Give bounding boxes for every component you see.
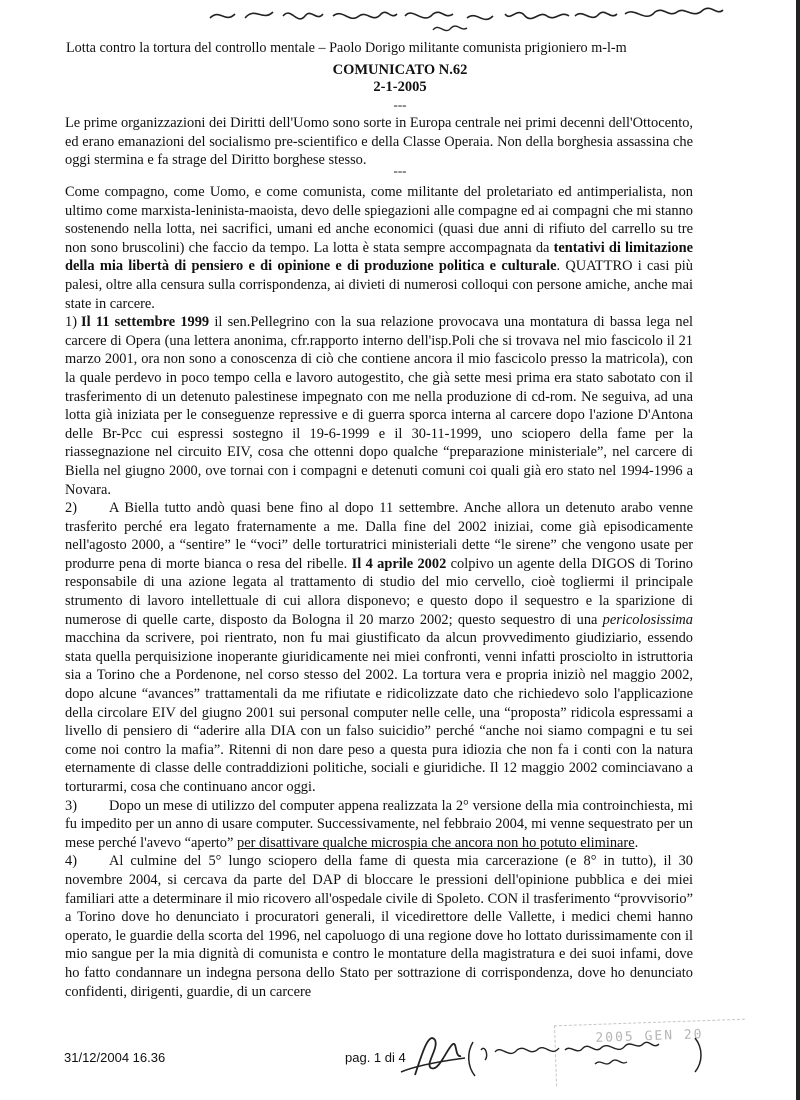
- item-3: [65, 797, 693, 853]
- item-number: 3): [65, 797, 77, 814]
- footer-datetime: 31/12/2004 16.36: [64, 1050, 166, 1065]
- item-number: 1): [65, 314, 77, 331]
- intro-text: Le prime organizzazioni dei Diritti dell'Uomo sono sorte in Europa centrale nei primi decenni dell'Ottocento, ed erano emanazioni del socialismo pre-scientifico e della Classe Operaia. Non della borghesia assassina che oggi stermina e fa strage del Diritto borghese stesso.: [65, 115, 693, 169]
- item-underlined: per disattivare qualche microspia che ancora non ho potuto eliminare: [237, 834, 635, 851]
- signature-scribble: [395, 1020, 735, 1090]
- intro-paragraph: [65, 114, 693, 170]
- document-header: Lotta contro la tortura del controllo mentale – Paolo Dorigo militante comunista prigioniero m-l-m: [66, 40, 627, 56]
- paragraph-text: . QUATTRO i casi più palesi, oltre alla censura sulla corrispondenza, ai divieti di numerosi colloqui con persone amiche, anche mai state in carcere.: [65, 258, 693, 312]
- separator: ---: [393, 163, 407, 178]
- document-title: COMUNICATO N.62: [332, 62, 468, 78]
- item-4: [65, 852, 693, 1001]
- paragraph-main: [65, 183, 693, 313]
- item-text: A Biella tutto andò quasi bene fino al dopo 11 settembre. Anche allora un detenuto arabo venne trasferito perché era legato fraternamente a me. Dalla fine del 2002 iniziai, come già episodicamente nell'agosto 2000, a “sentire” le “voci” delle torturatrici ministeriali dette “le sirene” che vengono usate per produrre pena di morte bianca o resa del ribelle.: [65, 500, 693, 572]
- paragraph-bold: tentativi di limitazione della mia libertà di pensiero e di opinione e di produzione politica e culturale: [65, 239, 693, 275]
- handwritten-signature: [395, 1020, 735, 1090]
- item-2: [65, 499, 693, 797]
- item-italic: pericolosissima: [602, 611, 693, 628]
- item-bold: Il 4 aprile 2002: [351, 555, 447, 572]
- item-text: colpivo un agente della DIGOS di Torino responsabile di una azione legata al trattamento di studio del mio cervello, cioè togliermi il principale strumento di lavoro intellettuale di cui allora disponevo; e questo dopo il sequestro e la sparizione di numerose di quelle carte, disposto da Bologna il 20 marzo 2002; questo sequestro di una: [65, 555, 693, 628]
- item-bold: Il 11 settembre 1999: [81, 314, 210, 331]
- item-text: macchina da scrivere, poi rientrato, non fu mai giustificato da alcun provvedimento giudiziario, essendo stata quella perquisizione inoperante giuridicamente nei miei confronti, venni infatti prosciolto in istruttoria sia a Torino che a Pordenone, nel corso stesso del 2002. La tortura vera e propria iniziò nel maggio 2002, dopo alcune “avances” trattamentali da me rifiutate e ridicolizzate dato che richiedevo solo l'applicazione della circolare EIV del giugno 2001 sui personal computer nelle celle, una “proposta” ridicola espressami a livello di pensiero di “aderire alla DIA con un falso suicidio” perché “anche noi siamo compagni e tu sei come noi contro la mafia”. Ritenni di non dare peso a questa pura idiozia che non fa i conti con la natura eternamente di classe delle contraddizioni politiche, sociali e giuridiche. Il 12 maggio 2002 cominciavano a torturarmi, cosa che continuano ancor oggi.: [65, 630, 693, 795]
- handwritten-note: [205, 0, 765, 36]
- paragraph-text: Come compagno, come Uomo, e come comunista, come militante del proletariato ed antimperialista, non ultimo come marxista-leninista-maoista, devo delle spiegazioni alle compagne ed ai compagni che mi stanno sostenendo nella lotta, nei sacrifici, umani ed anche economici (quasi due anni di rifiuto del carrello su tre non sono bruscolini) che faccio da tempo. La lotta è stata sempre accompagnata da: [65, 184, 693, 256]
- item-number: 2): [65, 500, 77, 517]
- separator: ---: [393, 97, 407, 112]
- item-text: Al culmine del 5° lungo sciopero della fame di questa mia carcerazione (e 8° in tutto), il 30 novembre 2004, si cercava da parte del DAP di bloccare le pressioni dell'opinione pubblica e dei miei familiari atte a determinare il mio ricovero all'ospedale civile di Spoleto. CON il trasferimento “provvisorio” a Torino dove ho denunciato i procuratori generali, il vicedirettore delle Vallette, i medici chemi hanno operato, le guardie della scorta del 1996, nel capoluogo di una regione dove ho lottato durissimamente con il mio sangue per la mia dignità di comunista e contro le montature della magistratura e dei suoi infami, dove ho fatto condannare un indegna persona dello Stato per sottrazione di corrispondenza, dove ho denunciato confidenti, dirigenti, guardie, di un carcere: [65, 853, 693, 1000]
- stamp-text: 2005 GEN 20: [595, 1027, 704, 1046]
- item-text: .: [634, 834, 639, 851]
- handwriting-scribble: [205, 0, 765, 36]
- item-number: 4): [65, 853, 77, 870]
- footer-page-number: pag. 1 di 4: [345, 1050, 406, 1065]
- item-text: Dopo un mese di utilizzo del computer appena realizzata la 2° versione della mia controinchiesta, mi fu impedito per un anno di usare computer. Successivamente, nel febbraio 2004, mi venne sequestrato per un mese perché l'avevo “aperto”: [65, 797, 693, 851]
- item-1: [65, 313, 693, 499]
- document-date: 2-1-2005: [373, 79, 427, 95]
- main-body: [65, 183, 693, 1001]
- item-text: il sen.Pellegrino con la sua relazione provocava una montatura di bassa lega nel carcere di Opera (una lettera anonima, cfr.rapporto interno dell'isp.Poli che si trovava nel mio fascicolo il 21 marzo 2001, ora non sono a conoscenza di ciò che contiene ancora il mio fascicolo presso la matricola), con la quale perdevo in poco tempo cella e lavoro autogestito, che già sette mesi prima era stato sabotato con il trasferimento di un detenuto palestinese impegnato con me nella produzione di cd-rom. Ne seguiva, ad una lotta già iniziata per le conseguenze repressive e di guerra sporca interna al carcere dopo l'azione D'Antona delle Br-Pcc cui espressi sostegno il 19-6-1999 e il 30-11-1999, uno sciopero della fame per la riassegnazione nel circuito EIV, cosa che ottenni dopo qualche “preparazione ministeriale”, nel carcere di Biella nel giugno 2000, ove tornai con i compagni e detenuti comuni coi quali già ero stato nel 1994-1996 a Novara.: [65, 314, 693, 498]
